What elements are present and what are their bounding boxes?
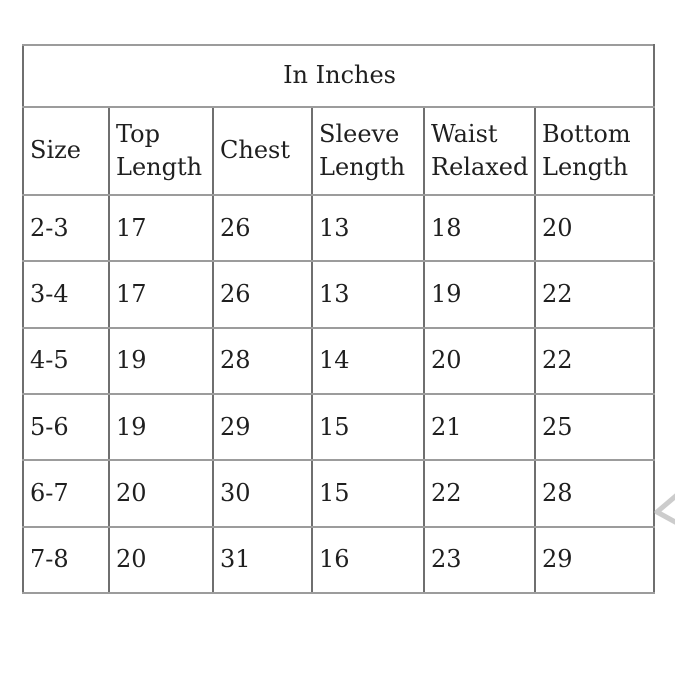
title-row [23, 45, 654, 107]
cell-waist-relaxed: 21 [424, 394, 535, 460]
column-header-waist-relaxed: Waist Relaxed [424, 107, 535, 195]
cell-top-length: 19 [109, 328, 213, 394]
cell-waist-relaxed: 23 [424, 527, 535, 593]
size-chart-table [22, 44, 655, 594]
table-row [23, 195, 654, 261]
cell-sleeve-length: 15 [312, 460, 424, 526]
cell-top-length: 17 [109, 261, 213, 327]
table-row [23, 394, 654, 460]
cell-top-length: 19 [109, 394, 213, 460]
cell-waist-relaxed: 20 [424, 328, 535, 394]
cell-size: 5-6 [23, 394, 109, 460]
cell-chest: 31 [213, 527, 312, 593]
cell-bottom-length: 22 [535, 261, 654, 327]
cell-chest: 30 [213, 460, 312, 526]
cell-chest: 26 [213, 261, 312, 327]
cell-bottom-length: 25 [535, 394, 654, 460]
cell-bottom-length: 20 [535, 195, 654, 261]
table-row [23, 261, 654, 327]
cell-chest: 26 [213, 195, 312, 261]
table-row [23, 328, 654, 394]
cell-size: 3-4 [23, 261, 109, 327]
cell-size: 6-7 [23, 460, 109, 526]
table-title: In Inches [23, 45, 654, 107]
cell-waist-relaxed: 18 [424, 195, 535, 261]
cell-sleeve-length: 13 [312, 261, 424, 327]
cell-sleeve-length: 13 [312, 195, 424, 261]
cell-bottom-length: 28 [535, 460, 654, 526]
cell-size: 2-3 [23, 195, 109, 261]
cell-sleeve-length: 14 [312, 328, 424, 394]
header-row [23, 107, 654, 195]
cell-top-length: 17 [109, 195, 213, 261]
column-header-bottom-length: Bottom Length [535, 107, 654, 195]
cell-waist-relaxed: 22 [424, 460, 535, 526]
column-header-chest: Chest [213, 107, 312, 195]
column-header-size: Size [23, 107, 109, 195]
cell-top-length: 20 [109, 527, 213, 593]
cell-top-length: 20 [109, 460, 213, 526]
cell-chest: 28 [213, 328, 312, 394]
cell-bottom-length: 22 [535, 328, 654, 394]
table-row [23, 460, 654, 526]
chevron-left-icon[interactable] [653, 491, 675, 527]
cell-sleeve-length: 16 [312, 527, 424, 593]
table-row [23, 527, 654, 593]
cell-bottom-length: 29 [535, 527, 654, 593]
cell-size: 7-8 [23, 527, 109, 593]
cell-chest: 29 [213, 394, 312, 460]
cell-waist-relaxed: 19 [424, 261, 535, 327]
column-header-top-length: Top Length [109, 107, 213, 195]
cell-sleeve-length: 15 [312, 394, 424, 460]
cell-size: 4-5 [23, 328, 109, 394]
chevron-left-stroke [657, 495, 675, 523]
column-header-sleeve-length: Sleeve Length [312, 107, 424, 195]
